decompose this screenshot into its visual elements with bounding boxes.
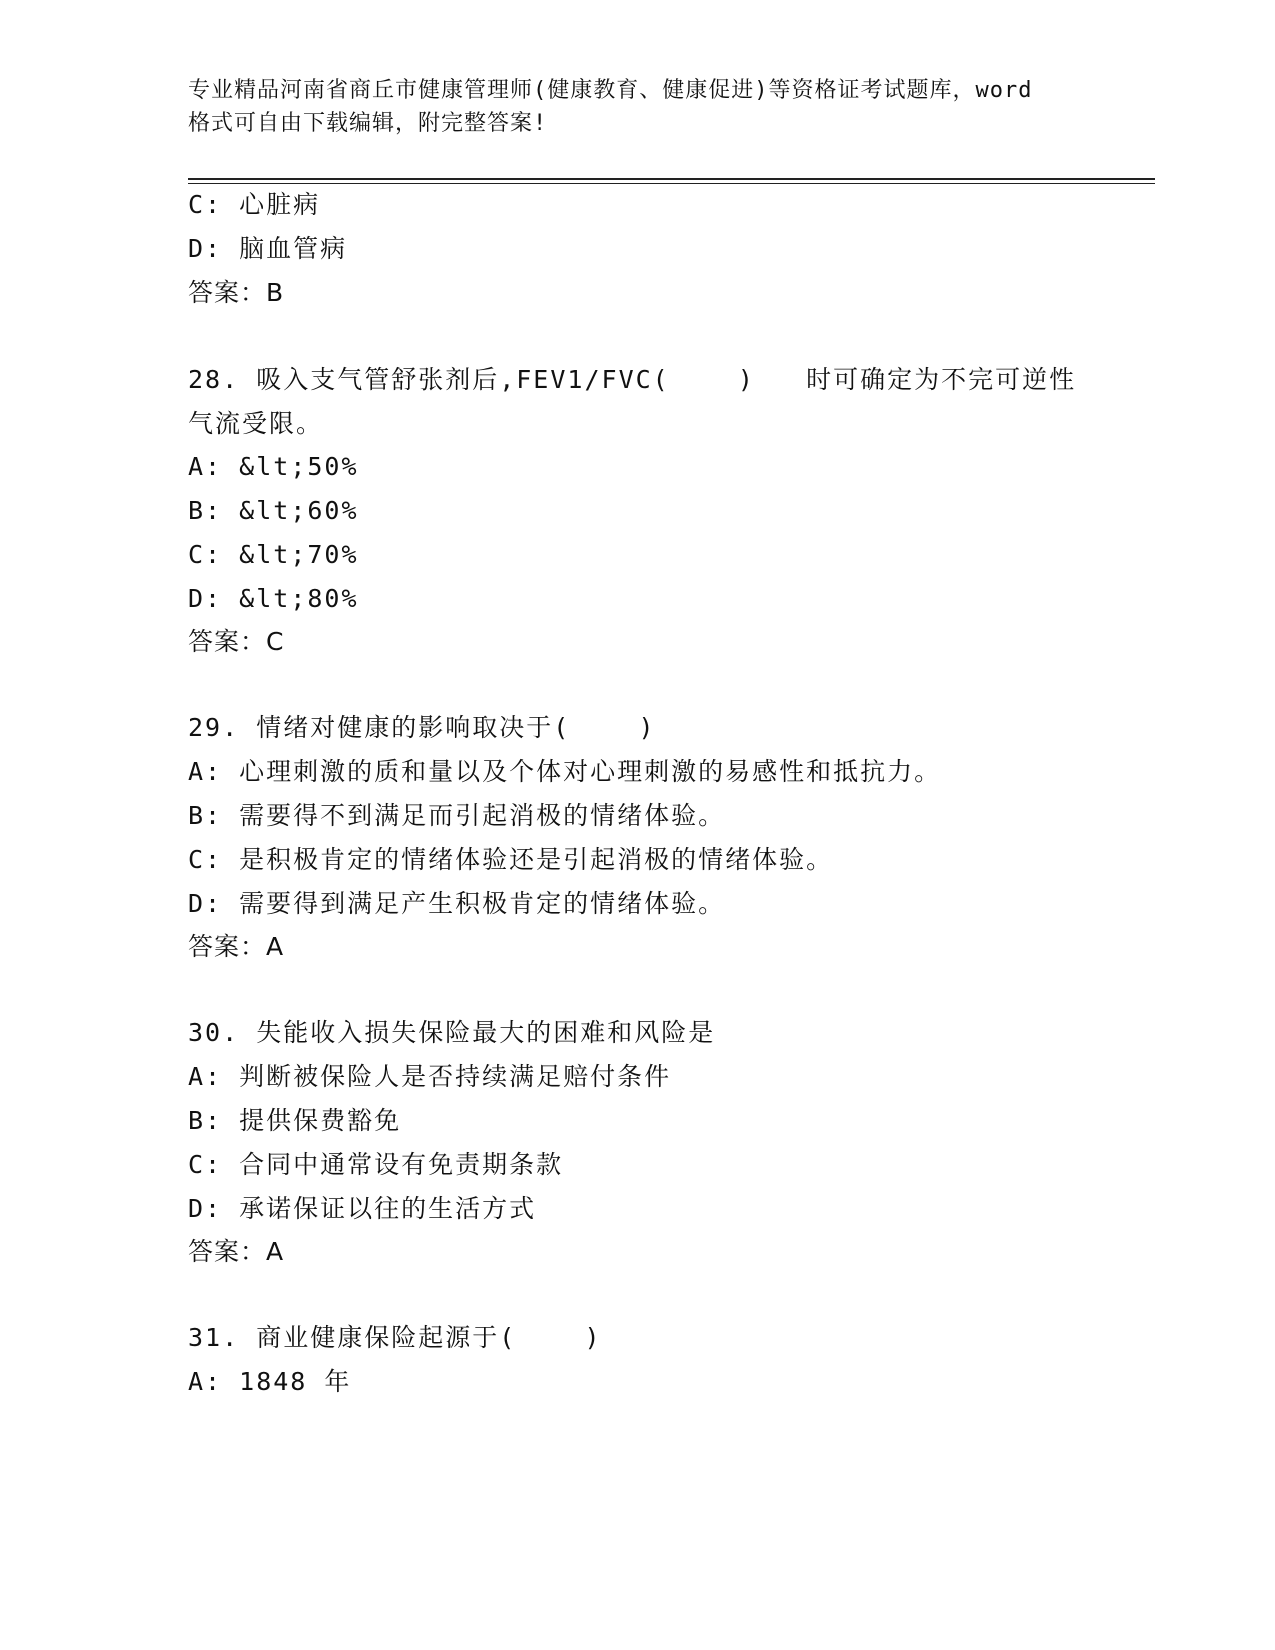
q28-option-c: C: &lt;70% [188,540,359,569]
q31-option-a: A: 1848 年 [188,1367,352,1396]
header-rule-thin [188,183,1155,184]
q29-option-b: B: 需要得不到满足而引起消极的情绪体验。 [188,801,726,830]
q28-option-a: A: &lt;50% [188,452,359,481]
q30-option-b: B: 提供保费豁免 [188,1106,402,1135]
q29-answer: 答案：A [188,932,285,961]
q28-option-b: B: &lt;60% [188,496,359,525]
q31-stem: 31. 商业健康保险起源于( ) [188,1323,602,1352]
q30-answer: 答案：A [188,1237,285,1266]
q28-option-d: D: &lt;80% [188,584,359,613]
header-rule-thick [188,178,1155,180]
q29-stem: 29. 情绪对健康的影响取决于( ) [188,713,656,742]
q30-option-a: A: 判断被保险人是否持续满足赔付条件 [188,1062,672,1091]
header-line-2: 格式可自由下载编辑，附完整答案! [188,111,548,136]
q29-option-c: C: 是积极肯定的情绪体验还是引起消极的情绪体验。 [188,845,834,874]
q29-option-d: D: 需要得到满足产生积极肯定的情绪体验。 [188,889,726,918]
header-line-1: 专业精品河南省商丘市健康管理师(健康教育、健康促进)等资格证考试题库，word [188,78,1033,103]
q28-stem-line-1: 28. 吸入支气管舒张剂后,FEV1/FVC( ) 时可确定为不完可逆性 [188,365,1077,394]
q27-option-c: C: 心脏病 [188,190,321,219]
q27-option-d: D: 脑血管病 [188,234,348,263]
q28-answer: 答案：C [188,627,285,656]
q30-option-c: C: 合同中通常设有免责期条款 [188,1150,564,1179]
q30-stem: 30. 失能收入损失保险最大的困难和风险是 [188,1018,716,1047]
q30-option-d: D: 承诺保证以往的生活方式 [188,1194,537,1223]
q27-answer: 答案：B [188,278,285,307]
q29-option-a: A: 心理刺激的质和量以及个体对心理刺激的易感性和抵抗力。 [188,757,942,786]
q28-stem-line-2: 气流受限。 [188,409,324,438]
page-header [188,74,1088,140]
